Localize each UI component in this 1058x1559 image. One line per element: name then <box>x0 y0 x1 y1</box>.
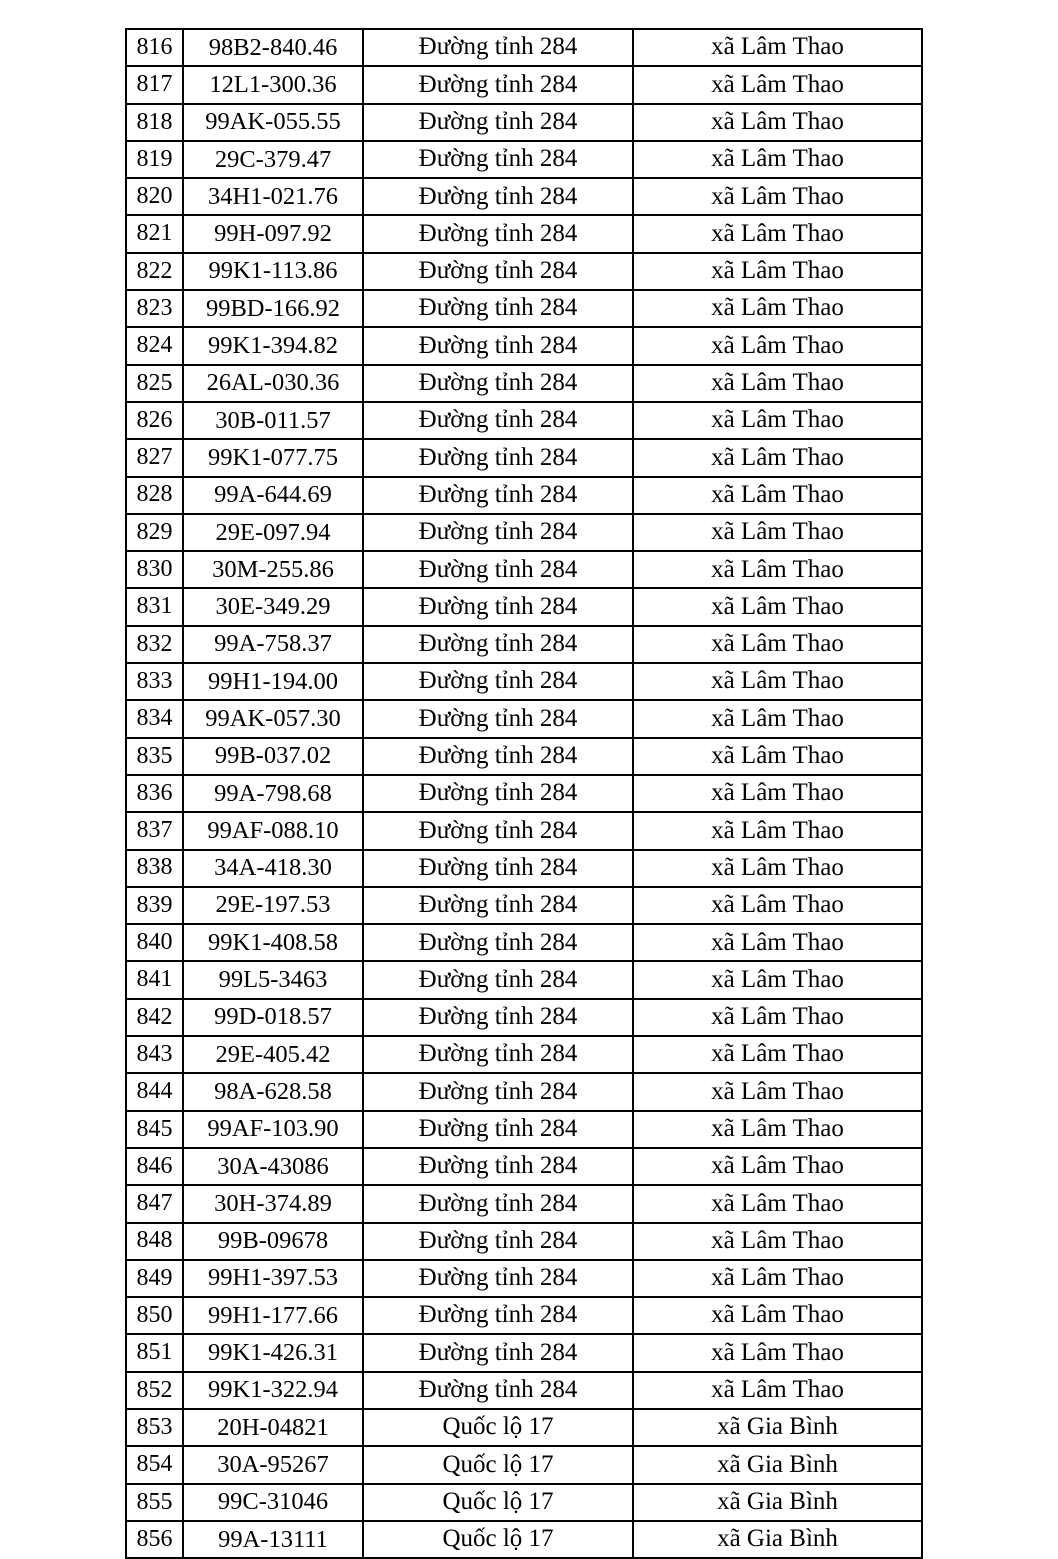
cell-dia-phuong: xã Lâm Thao <box>633 439 922 476</box>
table-row <box>126 1409 922 1446</box>
cell-dia-phuong: xã Lâm Thao <box>633 999 922 1036</box>
table-row <box>126 1223 922 1260</box>
cell-bien-so-xe: 99H1-194.00 <box>183 663 363 700</box>
cell-dia-phuong: xã Lâm Thao <box>633 588 922 625</box>
cell-bien-so-xe: 99AK-055.55 <box>183 104 363 141</box>
cell-stt: 843 <box>126 1036 183 1073</box>
cell-dia-phuong: xã Lâm Thao <box>633 66 922 103</box>
table-row <box>126 1334 922 1371</box>
cell-tuyen-duong: Đường tỉnh 284 <box>363 327 633 364</box>
cell-bien-so-xe: 30A-95267 <box>183 1446 363 1483</box>
cell-tuyen-duong: Đường tỉnh 284 <box>363 104 633 141</box>
table-row <box>126 327 922 364</box>
cell-bien-so-xe: 29C-379.47 <box>183 141 363 178</box>
cell-tuyen-duong: Đường tỉnh 284 <box>363 887 633 924</box>
cell-tuyen-duong: Quốc lộ 17 <box>363 1409 633 1446</box>
cell-tuyen-duong: Đường tỉnh 284 <box>363 514 633 551</box>
cell-dia-phuong: xã Lâm Thao <box>633 1111 922 1148</box>
cell-dia-phuong: xã Lâm Thao <box>633 1036 922 1073</box>
cell-stt: 845 <box>126 1111 183 1148</box>
cell-tuyen-duong: Đường tỉnh 284 <box>363 439 633 476</box>
cell-bien-so-xe: 34A-418.30 <box>183 850 363 887</box>
cell-bien-so-xe: 98B2-840.46 <box>183 29 363 66</box>
table-row <box>126 1446 922 1483</box>
violation-table-body <box>126 29 922 1558</box>
cell-stt: 841 <box>126 961 183 998</box>
cell-dia-phuong: xã Gia Bình <box>633 1409 922 1446</box>
cell-dia-phuong: xã Lâm Thao <box>633 1073 922 1110</box>
cell-tuyen-duong: Quốc lộ 17 <box>363 1484 633 1521</box>
cell-stt: 844 <box>126 1073 183 1110</box>
cell-bien-so-xe: 99K1-426.31 <box>183 1334 363 1371</box>
cell-dia-phuong: xã Lâm Thao <box>633 215 922 252</box>
cell-stt: 832 <box>126 626 183 663</box>
cell-dia-phuong: xã Lâm Thao <box>633 1260 922 1297</box>
cell-bien-so-xe: 20H-04821 <box>183 1409 363 1446</box>
cell-stt: 817 <box>126 66 183 103</box>
cell-bien-so-xe: 99BD-166.92 <box>183 290 363 327</box>
cell-dia-phuong: xã Lâm Thao <box>633 1334 922 1371</box>
cell-dia-phuong: xã Lâm Thao <box>633 924 922 961</box>
table-row <box>126 588 922 625</box>
cell-dia-phuong: xã Lâm Thao <box>633 812 922 849</box>
table-row <box>126 1372 922 1409</box>
cell-bien-so-xe: 99K1-113.86 <box>183 253 363 290</box>
table-row <box>126 29 922 66</box>
cell-stt: 848 <box>126 1223 183 1260</box>
cell-bien-so-xe: 30M-255.86 <box>183 551 363 588</box>
cell-dia-phuong: xã Lâm Thao <box>633 29 922 66</box>
cell-dia-phuong: xã Lâm Thao <box>633 887 922 924</box>
cell-stt: 840 <box>126 924 183 961</box>
table-row <box>126 775 922 812</box>
cell-stt: 830 <box>126 551 183 588</box>
cell-stt: 835 <box>126 738 183 775</box>
table-row <box>126 1111 922 1148</box>
cell-stt: 816 <box>126 29 183 66</box>
cell-bien-so-xe: 99B-09678 <box>183 1223 363 1260</box>
cell-bien-so-xe: 99AK-057.30 <box>183 700 363 737</box>
table-row <box>126 1036 922 1073</box>
table-row <box>126 961 922 998</box>
cell-stt: 822 <box>126 253 183 290</box>
violation-records-table <box>125 28 923 1559</box>
cell-bien-so-xe: 99D-018.57 <box>183 999 363 1036</box>
cell-stt: 838 <box>126 850 183 887</box>
cell-bien-so-xe: 99A-798.68 <box>183 775 363 812</box>
cell-stt: 818 <box>126 104 183 141</box>
cell-tuyen-duong: Đường tỉnh 284 <box>363 1073 633 1110</box>
table-row <box>126 365 922 402</box>
cell-dia-phuong: xã Lâm Thao <box>633 514 922 551</box>
cell-bien-so-xe: 99B-037.02 <box>183 738 363 775</box>
cell-tuyen-duong: Đường tỉnh 284 <box>363 1223 633 1260</box>
cell-tuyen-duong: Đường tỉnh 284 <box>363 738 633 775</box>
cell-bien-so-xe: 30E-349.29 <box>183 588 363 625</box>
cell-bien-so-xe: 99A-758.37 <box>183 626 363 663</box>
table-row <box>126 1521 922 1558</box>
table-row <box>126 290 922 327</box>
cell-bien-so-xe: 99AF-088.10 <box>183 812 363 849</box>
cell-stt: 837 <box>126 812 183 849</box>
cell-stt: 833 <box>126 663 183 700</box>
table-row <box>126 887 922 924</box>
cell-tuyen-duong: Đường tỉnh 284 <box>363 663 633 700</box>
cell-tuyen-duong: Đường tỉnh 284 <box>363 178 633 215</box>
cell-dia-phuong: xã Gia Bình <box>633 1484 922 1521</box>
table-row <box>126 663 922 700</box>
cell-tuyen-duong: Đường tỉnh 284 <box>363 1260 633 1297</box>
cell-dia-phuong: xã Gia Bình <box>633 1521 922 1558</box>
cell-bien-so-xe: 99K1-394.82 <box>183 327 363 364</box>
cell-stt: 839 <box>126 887 183 924</box>
table-row <box>126 700 922 737</box>
table-row <box>126 141 922 178</box>
table-row <box>126 104 922 141</box>
cell-stt: 827 <box>126 439 183 476</box>
cell-stt: 852 <box>126 1372 183 1409</box>
cell-tuyen-duong: Đường tỉnh 284 <box>363 365 633 402</box>
cell-dia-phuong: xã Lâm Thao <box>633 253 922 290</box>
cell-dia-phuong: xã Lâm Thao <box>633 402 922 439</box>
cell-bien-so-xe: 30B-011.57 <box>183 402 363 439</box>
table-row <box>126 402 922 439</box>
cell-stt: 836 <box>126 775 183 812</box>
cell-tuyen-duong: Đường tỉnh 284 <box>363 551 633 588</box>
cell-dia-phuong: xã Lâm Thao <box>633 1372 922 1409</box>
cell-stt: 831 <box>126 588 183 625</box>
cell-stt: 854 <box>126 1446 183 1483</box>
cell-dia-phuong: xã Lâm Thao <box>633 700 922 737</box>
cell-bien-so-xe: 29E-197.53 <box>183 887 363 924</box>
cell-bien-so-xe: 99H-097.92 <box>183 215 363 252</box>
cell-tuyen-duong: Đường tỉnh 284 <box>363 626 633 663</box>
cell-bien-so-xe: 30H-374.89 <box>183 1185 363 1222</box>
table-row <box>126 439 922 476</box>
cell-bien-so-xe: 99H1-177.66 <box>183 1297 363 1334</box>
cell-bien-so-xe: 99AF-103.90 <box>183 1111 363 1148</box>
cell-dia-phuong: xã Lâm Thao <box>633 327 922 364</box>
cell-tuyen-duong: Đường tỉnh 284 <box>363 961 633 998</box>
cell-tuyen-duong: Đường tỉnh 284 <box>363 999 633 1036</box>
cell-dia-phuong: xã Lâm Thao <box>633 290 922 327</box>
cell-stt: 824 <box>126 327 183 364</box>
cell-tuyen-duong: Đường tỉnh 284 <box>363 477 633 514</box>
cell-stt: 842 <box>126 999 183 1036</box>
cell-tuyen-duong: Đường tỉnh 284 <box>363 924 633 961</box>
cell-bien-so-xe: 99K1-408.58 <box>183 924 363 961</box>
cell-bien-so-xe: 30A-43086 <box>183 1148 363 1185</box>
table-row <box>126 66 922 103</box>
cell-bien-so-xe: 26AL-030.36 <box>183 365 363 402</box>
table-row <box>126 1185 922 1222</box>
cell-dia-phuong: xã Lâm Thao <box>633 1185 922 1222</box>
cell-stt: 855 <box>126 1484 183 1521</box>
cell-dia-phuong: xã Lâm Thao <box>633 850 922 887</box>
cell-stt: 820 <box>126 178 183 215</box>
cell-stt: 823 <box>126 290 183 327</box>
cell-tuyen-duong: Đường tỉnh 284 <box>363 850 633 887</box>
cell-stt: 821 <box>126 215 183 252</box>
cell-tuyen-duong: Đường tỉnh 284 <box>363 215 633 252</box>
cell-tuyen-duong: Đường tỉnh 284 <box>363 1148 633 1185</box>
cell-tuyen-duong: Đường tỉnh 284 <box>363 812 633 849</box>
table-row <box>126 215 922 252</box>
cell-tuyen-duong: Đường tỉnh 284 <box>363 141 633 178</box>
cell-bien-so-xe: 99A-644.69 <box>183 477 363 514</box>
cell-bien-so-xe: 99C-31046 <box>183 1484 363 1521</box>
cell-tuyen-duong: Đường tỉnh 284 <box>363 66 633 103</box>
cell-tuyen-duong: Đường tỉnh 284 <box>363 1036 633 1073</box>
cell-stt: 851 <box>126 1334 183 1371</box>
cell-tuyen-duong: Đường tỉnh 284 <box>363 1297 633 1334</box>
table-row <box>126 1297 922 1334</box>
table-row <box>126 924 922 961</box>
cell-dia-phuong: xã Lâm Thao <box>633 104 922 141</box>
table-row <box>126 477 922 514</box>
cell-tuyen-duong: Đường tỉnh 284 <box>363 1111 633 1148</box>
cell-bien-so-xe: 99K1-322.94 <box>183 1372 363 1409</box>
cell-bien-so-xe: 98A-628.58 <box>183 1073 363 1110</box>
cell-tuyen-duong: Đường tỉnh 284 <box>363 402 633 439</box>
cell-dia-phuong: xã Lâm Thao <box>633 477 922 514</box>
cell-stt: 826 <box>126 402 183 439</box>
cell-dia-phuong: xã Gia Bình <box>633 1446 922 1483</box>
cell-stt: 846 <box>126 1148 183 1185</box>
cell-tuyen-duong: Đường tỉnh 284 <box>363 29 633 66</box>
cell-tuyen-duong: Đường tỉnh 284 <box>363 775 633 812</box>
cell-dia-phuong: xã Lâm Thao <box>633 178 922 215</box>
cell-stt: 834 <box>126 700 183 737</box>
cell-bien-so-xe: 12L1-300.36 <box>183 66 363 103</box>
cell-bien-so-xe: 34H1-021.76 <box>183 178 363 215</box>
cell-tuyen-duong: Quốc lộ 17 <box>363 1521 633 1558</box>
table-row <box>126 1484 922 1521</box>
cell-bien-so-xe: 99L5-3463 <box>183 961 363 998</box>
cell-dia-phuong: xã Lâm Thao <box>633 775 922 812</box>
cell-bien-so-xe: 29E-405.42 <box>183 1036 363 1073</box>
table-row <box>126 1148 922 1185</box>
table-row <box>126 1073 922 1110</box>
cell-bien-so-xe: 29E-097.94 <box>183 514 363 551</box>
table-row <box>126 850 922 887</box>
cell-stt: 850 <box>126 1297 183 1334</box>
cell-dia-phuong: xã Lâm Thao <box>633 961 922 998</box>
cell-tuyen-duong: Đường tỉnh 284 <box>363 1185 633 1222</box>
table-row <box>126 514 922 551</box>
cell-dia-phuong: xã Lâm Thao <box>633 1297 922 1334</box>
cell-stt: 829 <box>126 514 183 551</box>
cell-dia-phuong: xã Lâm Thao <box>633 551 922 588</box>
cell-tuyen-duong: Đường tỉnh 284 <box>363 1334 633 1371</box>
cell-dia-phuong: xã Lâm Thao <box>633 1148 922 1185</box>
cell-stt: 825 <box>126 365 183 402</box>
cell-stt: 856 <box>126 1521 183 1558</box>
cell-bien-so-xe: 99K1-077.75 <box>183 439 363 476</box>
cell-bien-so-xe: 99A-13111 <box>183 1521 363 1558</box>
table-row <box>126 551 922 588</box>
table-row <box>126 738 922 775</box>
cell-tuyen-duong: Đường tỉnh 284 <box>363 1372 633 1409</box>
cell-stt: 828 <box>126 477 183 514</box>
cell-dia-phuong: xã Lâm Thao <box>633 626 922 663</box>
cell-tuyen-duong: Đường tỉnh 284 <box>363 700 633 737</box>
cell-dia-phuong: xã Lâm Thao <box>633 141 922 178</box>
cell-dia-phuong: xã Lâm Thao <box>633 738 922 775</box>
table-row <box>126 812 922 849</box>
cell-stt: 847 <box>126 1185 183 1222</box>
cell-dia-phuong: xã Lâm Thao <box>633 663 922 700</box>
cell-stt: 819 <box>126 141 183 178</box>
cell-tuyen-duong: Đường tỉnh 284 <box>363 253 633 290</box>
cell-tuyen-duong: Quốc lộ 17 <box>363 1446 633 1483</box>
cell-bien-so-xe: 99H1-397.53 <box>183 1260 363 1297</box>
table-row <box>126 253 922 290</box>
cell-stt: 853 <box>126 1409 183 1446</box>
cell-stt: 849 <box>126 1260 183 1297</box>
table-row <box>126 178 922 215</box>
table-row <box>126 999 922 1036</box>
cell-tuyen-duong: Đường tỉnh 284 <box>363 290 633 327</box>
table-row <box>126 1260 922 1297</box>
table-row <box>126 626 922 663</box>
cell-dia-phuong: xã Lâm Thao <box>633 1223 922 1260</box>
cell-dia-phuong: xã Lâm Thao <box>633 365 922 402</box>
cell-tuyen-duong: Đường tỉnh 284 <box>363 588 633 625</box>
